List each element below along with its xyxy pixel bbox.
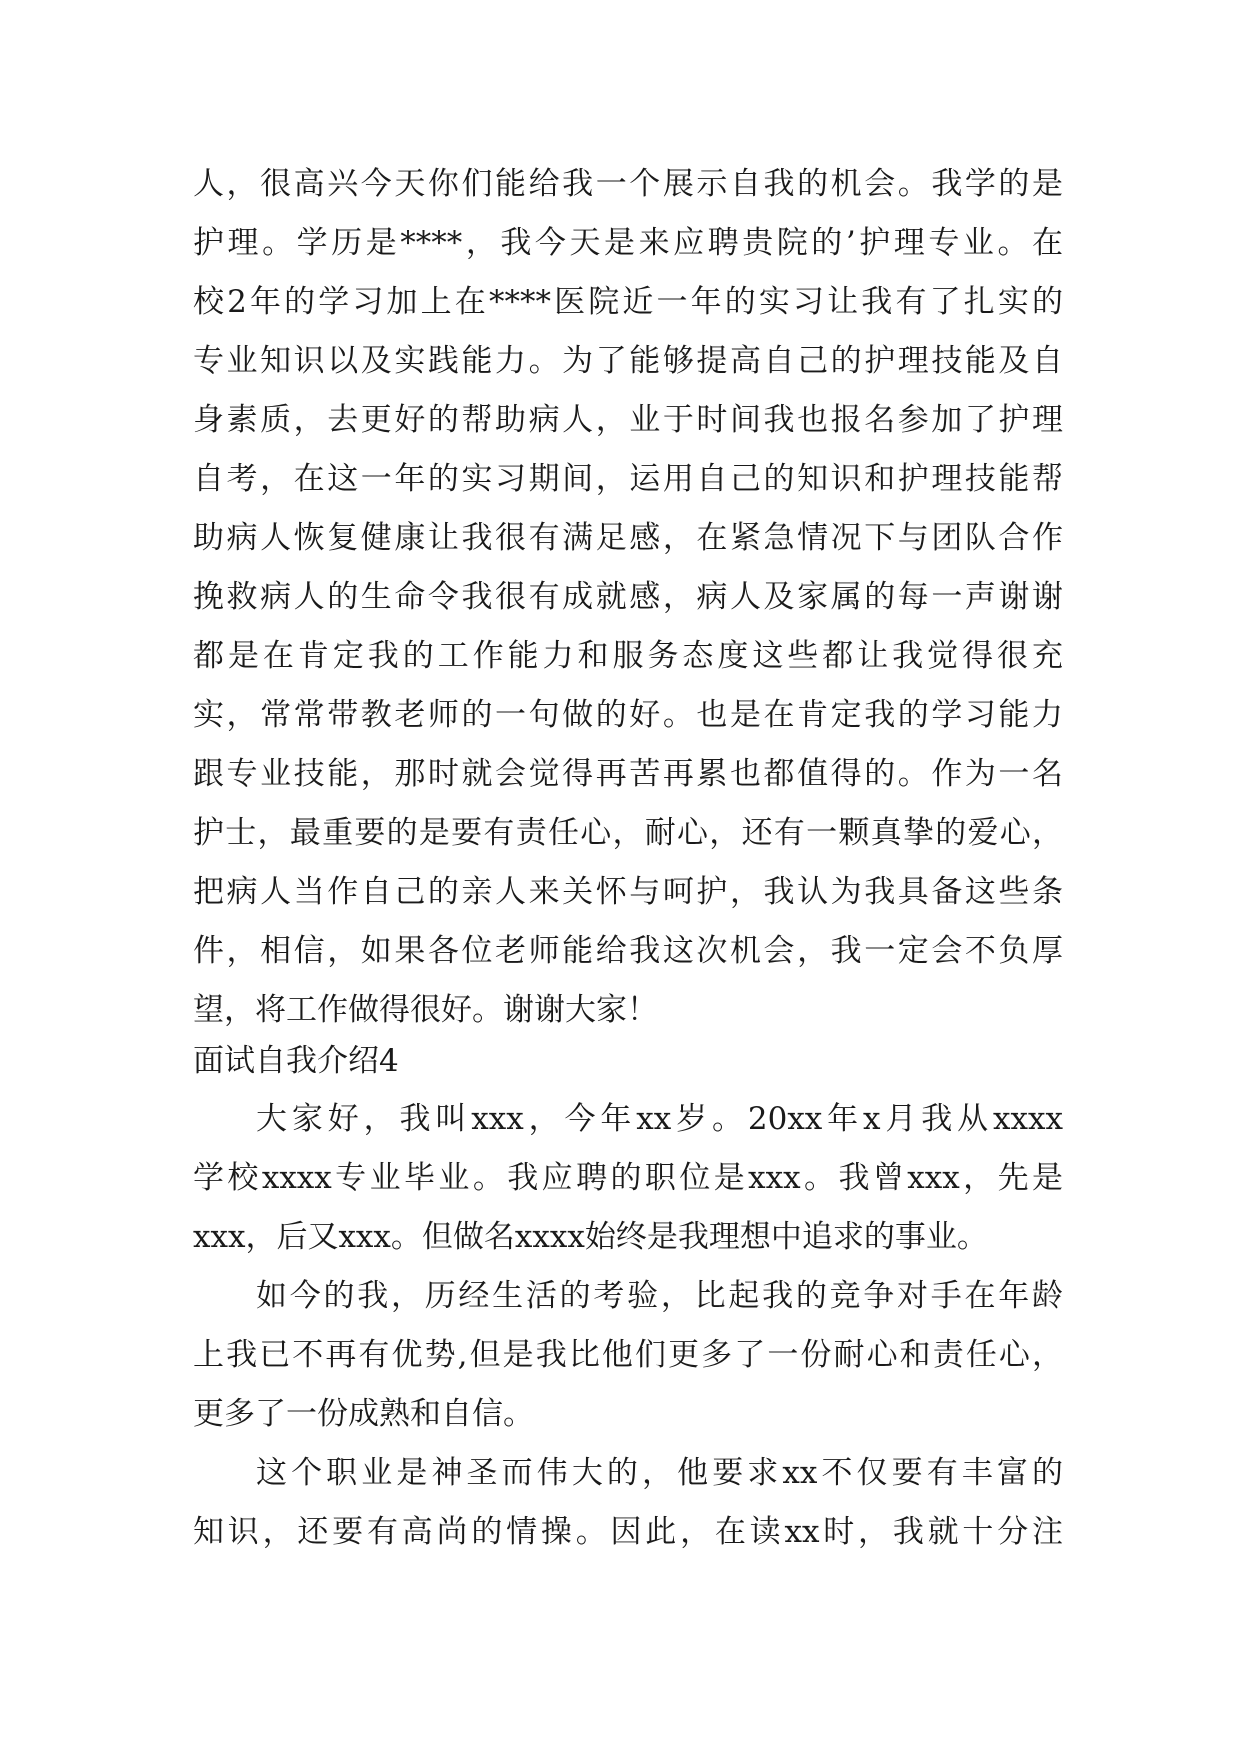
text-line: 知识，还要有高尚的情操。因此，在读xx时，我就十分注 — [193, 1514, 1063, 1550]
text-line: 实，常常带教老师的一句做的好。也是在肯定我的学习能力 — [193, 697, 1063, 733]
text-line: 跟专业技能，那时就会觉得再苦再累也都值得的。作为一名 — [193, 756, 1063, 792]
text-line: 更多了一份成熟和自信。 — [193, 1396, 534, 1432]
text-line: 都是在肯定我的工作能力和服务态度这些都让我觉得很充 — [193, 638, 1063, 674]
text-line: xxx，后又xxx。但做名xxxx始终是我理想中追求的事业。 — [193, 1219, 988, 1255]
text-line: 望，将工作做得很好。谢谢大家！ — [193, 992, 658, 1028]
text-line: 专业知识以及实践能力。为了能够提高自己的护理技能及自 — [193, 343, 1063, 379]
text-line: 大家好，我叫xxx，今年xx岁。20xx年x月我从xxxx — [256, 1101, 1063, 1137]
text-line: 学校xxxx专业毕业。我应聘的职位是xxx。我曾xxx，先是 — [193, 1160, 1063, 1196]
text-line: 身素质，去更好的帮助病人，业于时间我也报名参加了护理 — [193, 402, 1063, 438]
text-line: 助病人恢复健康让我很有满足感，在紧急情况下与团队合作 — [193, 520, 1063, 556]
text-line: 把病人当作自己的亲人来关怀与呵护，我认为我具备这些条 — [193, 874, 1063, 910]
text-line: 挽救病人的生命令我很有成就感，病人及家属的每一声谢谢 — [193, 579, 1063, 615]
text-line: 护理。学历是****，我今天是来应聘贵院的’护理专业。在 — [193, 225, 1063, 261]
text-line: 上我已不再有优势,但是我比他们更多了一份耐心和责任心， — [193, 1337, 1063, 1373]
text-line: 护士，最重要的是要有责任心，耐心，还有一颗真挚的爱心， — [193, 815, 1063, 851]
text-line: 件，相信，如果各位老师能给我这次机会，我一定会不负厚 — [193, 933, 1063, 969]
text-line: 校2年的学习加上在****医院近一年的实习让我有了扎实的 — [193, 284, 1063, 320]
section-heading: 面试自我介绍4 — [193, 1043, 399, 1079]
text-line: 如今的我，历经生活的考验，比起我的竞争对手在年龄 — [256, 1278, 1063, 1314]
text-line: 人，很高兴今天你们能给我一个展示自我的机会。我学的是 — [193, 166, 1063, 202]
text-line: 这个职业是神圣而伟大的，他要求xx不仅要有丰富的 — [256, 1455, 1063, 1491]
text-line: 自考，在这一年的实习期间，运用自己的知识和护理技能帮 — [193, 461, 1063, 497]
